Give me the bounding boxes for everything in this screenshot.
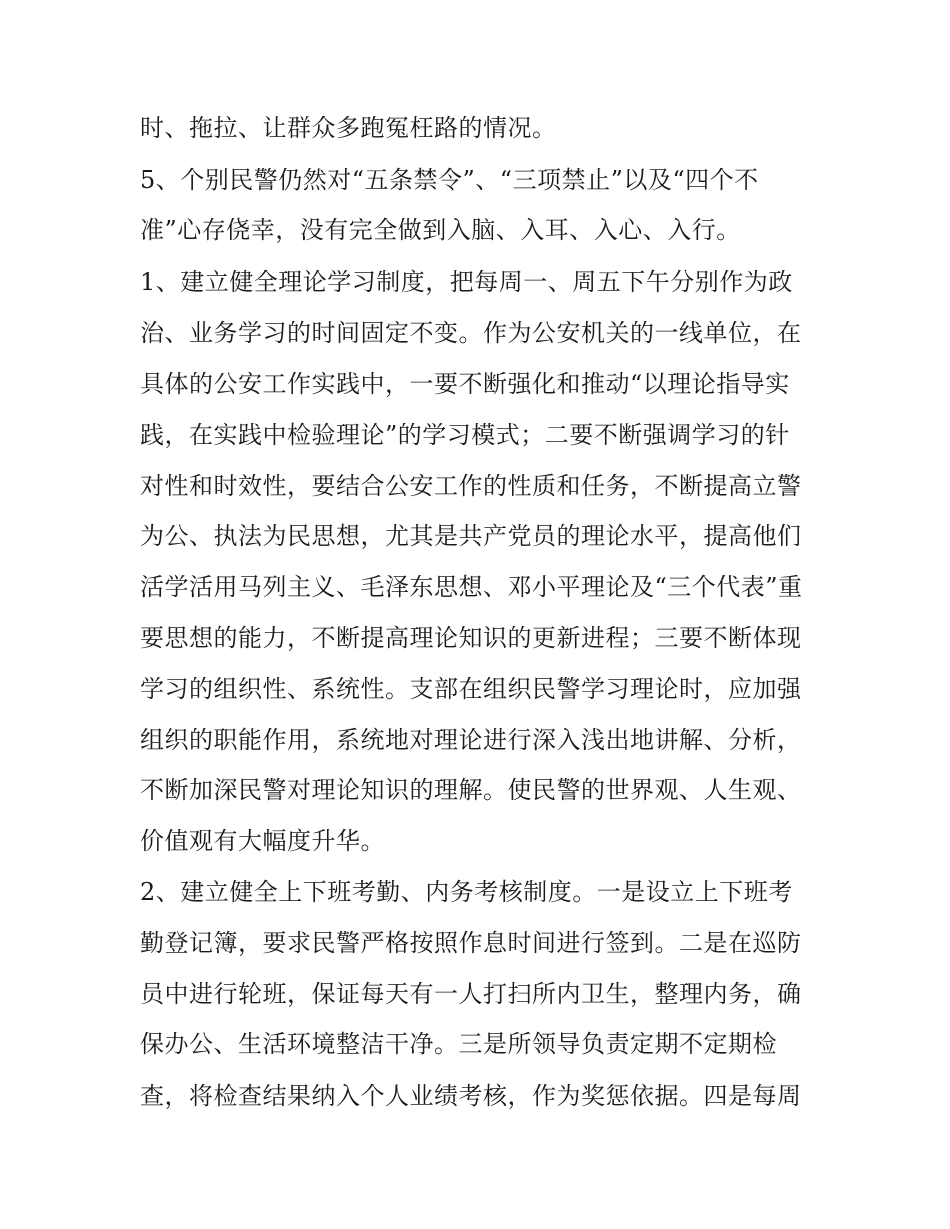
text-line-7: 践，在实践中检验理论”的学习模式；二要不断强调学习的针 bbox=[140, 421, 790, 449]
text-line-13: 组织的职能作用，系统地对理论进行深入浅出地讲解、分析， bbox=[140, 726, 802, 754]
text-line-16: 2、建立健全上下班考勤、内务考核制度。一是设立上下班考 bbox=[140, 878, 793, 906]
text-line-14: 不断加深民警对理论知识的理解。使民警的世界观、人生观、 bbox=[140, 776, 802, 804]
text-line-8: 对性和时效性，要结合公安工作的性质和任务，不断提高立警 bbox=[140, 472, 802, 500]
text-line-15: 价值观有大幅度升华。 bbox=[140, 827, 385, 855]
text-line-20: 查，将检查结果纳入个人业绩考核，作为奖惩依据。四是每周 bbox=[140, 1082, 802, 1110]
text-line-18: 员中进行轮班，保证每天有一人打扫所内卫生，整理内务，确 bbox=[140, 980, 802, 1008]
text-line-5: 治、业务学习的时间固定不变。作为公安机关的一线单位，在 bbox=[140, 319, 802, 347]
text-line-19: 保办公、生活环境整洁干净。三是所领导负责定期不定期检 bbox=[140, 1030, 777, 1058]
text-line-4: 1、建立健全理论学习制度，把每周一、周五下午分别作为政 bbox=[140, 268, 793, 296]
text-line-3: 准”心存侥幸，没有完全做到入脑、入耳、入心、入行。 bbox=[140, 216, 741, 244]
text-line-17: 勤登记簿，要求民警严格按照作息时间进行签到。二是在巡防 bbox=[140, 929, 802, 957]
text-line-11: 要思想的能力，不断提高理论知识的更新进程；三要不断体现 bbox=[140, 624, 802, 652]
text-line-10: 活学活用马列主义、毛泽东思想、邓小平理论及“三个代表”重 bbox=[140, 573, 803, 601]
text-line-6: 具体的公安工作实践中，一要不断强化和推动“以理论指导实 bbox=[140, 370, 790, 398]
text-line-1: 时、拖拉、让群众多跑冤枉路的情况。 bbox=[140, 114, 557, 142]
text-line-2: 5、个别民警仍然对“五条禁令”、“三项禁止”以及“四个不 bbox=[140, 166, 759, 194]
text-line-9: 为公、执法为民思想，尤其是共产党员的理论水平，提高他们 bbox=[140, 522, 802, 550]
text-line-12: 学习的组织性、系统性。支部在组织民警学习理论时，应加强 bbox=[140, 675, 802, 703]
